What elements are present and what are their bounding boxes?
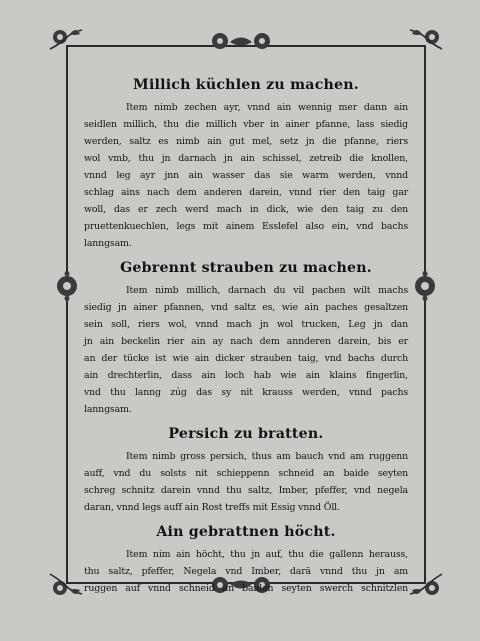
text-line: thu saltz, pfeffer, Negela vnd Imber, darā vnnd thu jn am xyxy=(84,566,408,577)
recipe-gebrennt-strauben xyxy=(84,259,408,418)
text-line: werden, saltz es nimb ain gut mel, setz jn die pfanne, riers xyxy=(84,136,408,147)
recipe-title: Gebrennt strauben zu machen. xyxy=(120,260,372,276)
text-line: vnnd leg ayr jnn ain wasser das sie warm werden, vnnd xyxy=(84,170,408,181)
corner-flourish-icon xyxy=(408,24,444,54)
text-line: woll, das er zech werd mach in dick, wie den taig zu den xyxy=(84,204,408,215)
text-line: auff, vnd du solsts nit schieppenn schneid an baide seyten xyxy=(84,468,408,479)
recipe-gebrattnen-hoecht xyxy=(84,523,408,597)
text-line: siedig jn ainer pfannen, vnd saltz es, wie ain paches gesaltzen xyxy=(84,302,408,313)
top-rosette-ornament-icon xyxy=(206,31,276,53)
corner-flourish-icon xyxy=(48,24,84,54)
recipe-millich-kuechlen xyxy=(84,76,408,252)
text-line: jn ain beckelin rier ain ay nach dem annderen darein, bis er xyxy=(84,336,408,347)
text-line: vnd thu lanng zúg das sy nit krauss werden, vnnd pachs xyxy=(84,387,408,398)
recipe-persich-bratten xyxy=(84,425,408,516)
text-line: schlag ains nach dem anderen darein, vnnd rier den taig gar xyxy=(84,187,408,198)
text-line: Item nim ain höcht, thu jn auf, thu die gallenn herauss, xyxy=(126,549,408,560)
text-line: an der tücke ist wie ain dicker strauben taig, vnd bachs durch xyxy=(84,353,408,364)
text-line: wol vmb, thu jn darnach jn ain schissel, zetreib die knollen, xyxy=(84,153,408,164)
corner-flourish-icon xyxy=(48,570,84,602)
recipe-title: Ain gebrattnen höcht. xyxy=(156,524,336,540)
text-line: Item nimb millich, darnach du vil pachen wilt machs xyxy=(126,285,408,296)
border-left-rule xyxy=(66,45,68,583)
text-line: daran, vnnd legs auff ain Rost treffs mit Essig vnnd Öll. xyxy=(84,502,340,513)
text-line: ruggen auf vnnd schneid an baiden seyten swerch schnitzlen xyxy=(84,583,408,594)
recipe-text-block xyxy=(84,76,408,594)
text-line: Item nimb zechen ayr, vnnd ain wennig mer dann ain xyxy=(126,102,408,113)
text-line: pruettenkuechlen, legs mit ainem Esslefel also ein, vnd bachs xyxy=(84,221,408,232)
recipe-title: Persich zu bratten. xyxy=(168,426,324,442)
text-line: ain drechterlin, dass ain loch hab wie ain klains fingerlin, xyxy=(84,370,408,381)
text-line: sein soll, riers wol, vnnd mach jn wol trucken, Leg jn dan xyxy=(84,319,408,330)
text-line: schreg schnitz darein vnnd thu saltz, Imber, pfeffer, vnd negela xyxy=(84,485,408,496)
corner-flourish-icon xyxy=(408,570,444,602)
border-right-rule xyxy=(424,45,426,583)
text-line: Item nimb gross persich, thus am bauch vnd am ruggenn xyxy=(126,451,408,462)
recipe-title: Millich küchlen zu machen. xyxy=(133,77,359,93)
text-line: seidlen millich, thu die millich vber in ainer pfanne, lass siedig xyxy=(84,119,408,130)
right-side-rosette-icon xyxy=(410,268,440,304)
text-line: lanngsam. xyxy=(84,404,132,415)
left-side-rosette-icon xyxy=(52,268,82,304)
text-line: lanngsam. xyxy=(84,238,132,249)
